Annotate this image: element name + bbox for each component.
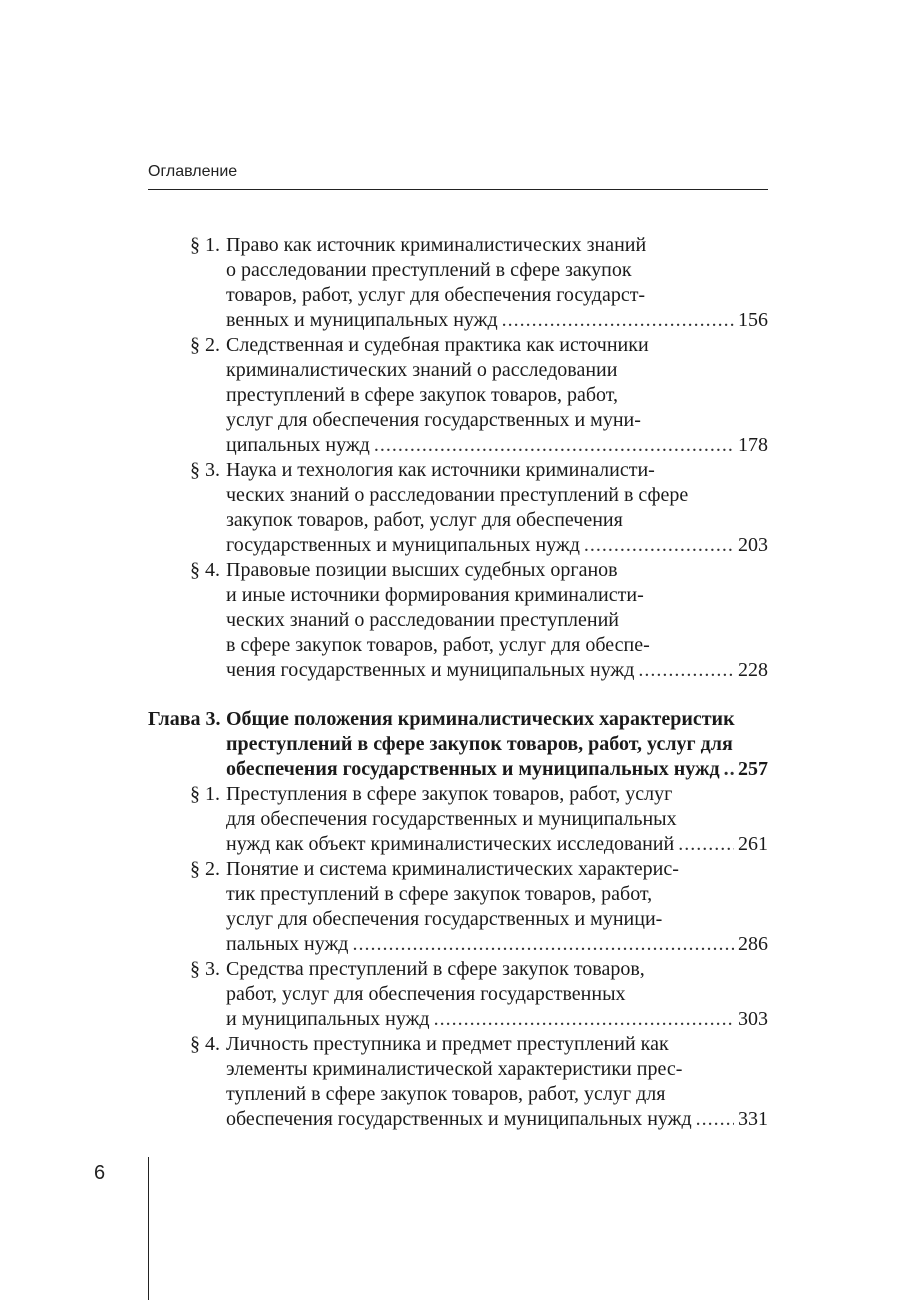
toc-section-entry[interactable] xyxy=(190,1032,768,1132)
header-rule xyxy=(148,189,768,190)
entry-title-line: государственных и муниципальных нужд xyxy=(226,534,580,556)
entry-title-line: ческих знаний о расследовании преступлений xyxy=(226,609,619,631)
running-header: Оглавление xyxy=(148,163,238,180)
entry-title-line: чения государственных и муниципальных нужд xyxy=(226,659,635,681)
entry-title-line: криминалистических знаний о расследовании xyxy=(226,359,618,381)
entry-number: § 3. xyxy=(190,459,220,481)
toc-section-entry[interactable] xyxy=(190,458,768,558)
entry-title-line: о расследовании преступлений в сфере закупок xyxy=(226,259,632,281)
page-ref: 228 xyxy=(738,659,768,681)
toc-section-entry[interactable] xyxy=(190,957,768,1032)
entry-title-line: обеспечения государственных и муниципальных нужд xyxy=(226,1108,692,1130)
page-ref: 303 xyxy=(738,1008,768,1030)
toc-chapter-entry[interactable] xyxy=(148,707,768,782)
entry-title-line: Средства преступлений в сфере закупок товаров, xyxy=(226,958,645,980)
entry-title-line: Личность преступника и предмет преступлений как xyxy=(226,1033,669,1055)
entry-number: § 4. xyxy=(190,559,220,581)
page-ref: 257 xyxy=(738,758,768,780)
entry-title-line: Правовые позиции высших судебных органов xyxy=(226,559,618,581)
dot-leader xyxy=(678,832,734,857)
entry-title-line: туплений в сфере закупок товаров, работ, услуг для xyxy=(226,1083,666,1105)
entry-title-line: в сфере закупок товаров, работ, услуг для обеспе- xyxy=(226,634,650,656)
entry-title-line: Право как источник криминалистических знаний xyxy=(226,234,647,256)
toc-section-entry[interactable] xyxy=(190,233,768,333)
entry-title-line: преступлений в сфере закупок товаров, работ, услуг для xyxy=(226,733,733,755)
entry-title-line: работ, услуг для обеспечения государственных xyxy=(226,983,626,1005)
entry-title-line: для обеспечения государственных и муниципальных xyxy=(226,808,677,830)
entry-title-line: Общие положения криминалистических характеристик xyxy=(226,708,735,730)
toc-section-entry[interactable] xyxy=(190,558,768,683)
dot-leader xyxy=(724,757,734,782)
dot-leader xyxy=(696,1107,734,1132)
entry-title-line: ципальных нужд xyxy=(226,434,370,456)
entry-title-line: Следственная и судебная практика как источники xyxy=(226,334,649,356)
dot-leader xyxy=(374,433,734,458)
entry-number: § 1. xyxy=(190,234,220,256)
toc-section-entry[interactable] xyxy=(190,333,768,458)
dot-leader xyxy=(352,932,734,957)
page-ref: 178 xyxy=(738,434,768,456)
page-ref: 203 xyxy=(738,534,768,556)
toc-section-entry[interactable] xyxy=(190,782,768,857)
entry-title-line: элементы криминалистической характеристики прес- xyxy=(226,1058,683,1080)
page-ref: 286 xyxy=(738,933,768,955)
entry-number: § 3. xyxy=(190,958,220,980)
entry-title-line: венных и муниципальных нужд xyxy=(226,309,498,331)
entry-title-line: услуг для обеспечения государственных и муници- xyxy=(226,908,663,930)
entry-title-line: услуг для обеспечения государственных и муни- xyxy=(226,409,641,431)
entry-title-line: товаров, работ, услуг для обеспечения государст- xyxy=(226,284,646,306)
entry-title-line: закупок товаров, работ, услуг для обеспечения xyxy=(226,509,623,531)
entry-title-line: пальных нужд xyxy=(226,933,349,955)
entry-title-line: нужд как объект криминалистических исследований xyxy=(226,833,675,855)
entry-title-line: ческих знаний о расследовании преступлений в сфере xyxy=(226,484,689,506)
entry-number: § 2. xyxy=(190,334,220,356)
entry-title-line: и иные источники формирования криминалисти- xyxy=(226,584,644,606)
page-ref: 331 xyxy=(738,1108,768,1130)
entry-title-line: Наука и технология как источники криминалисти- xyxy=(226,459,655,481)
entry-number: § 4. xyxy=(190,1033,220,1055)
table-of-contents xyxy=(148,233,768,1132)
toc-section-entry[interactable] xyxy=(190,857,768,957)
entry-title-line: и муниципальных нужд xyxy=(226,1008,430,1030)
page-number: 6 xyxy=(94,1162,106,1184)
page-ref: 261 xyxy=(738,833,768,855)
entry-title-line: Преступления в сфере закупок товаров, работ, услуг xyxy=(226,783,673,805)
dot-leader xyxy=(584,533,734,558)
entry-number: Глава 3. xyxy=(148,708,221,730)
page-margin-rule xyxy=(148,1157,149,1300)
entry-title-line: Понятие и система криминалистических характерис- xyxy=(226,858,679,880)
entry-number: § 2. xyxy=(190,858,220,880)
dot-leader xyxy=(434,1007,734,1032)
dot-leader xyxy=(502,308,734,333)
entry-title-line: тик преступлений в сфере закупок товаров, работ, xyxy=(226,883,653,905)
entry-title-line: обеспечения государственных и муниципальных нужд xyxy=(226,758,720,780)
page-ref: 156 xyxy=(738,309,768,331)
entry-number: § 1. xyxy=(190,783,220,805)
entry-title-line: преступлений в сфере закупок товаров, работ, xyxy=(226,384,619,406)
dot-leader xyxy=(638,658,734,683)
